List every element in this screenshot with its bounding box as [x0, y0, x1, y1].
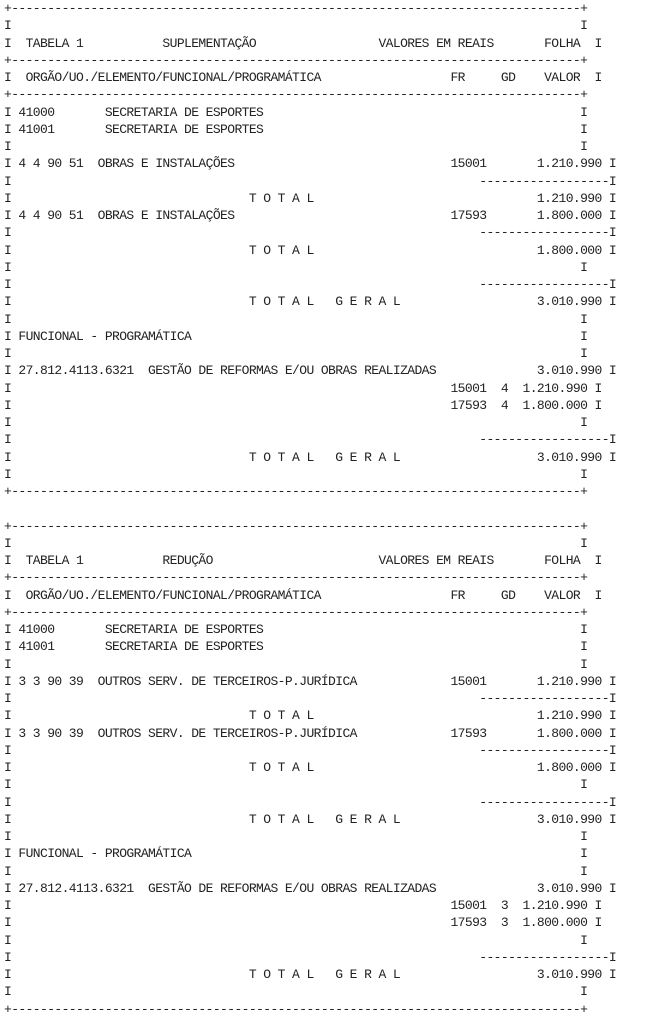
report-line: I I [4, 984, 588, 1000]
report-line: I I [4, 311, 588, 327]
report-line: I T O T A L G E R A L 3.010.990 I [4, 811, 617, 827]
report-line: I 41001 SECRETARIA DE ESPORTES I [4, 639, 588, 655]
report-line: I ------------------I [4, 225, 617, 241]
report-line: I ------------------I [4, 794, 617, 810]
report-line: +-------------------------------------------------------------------------------+ [4, 570, 588, 586]
report-line: I ------------------I [4, 742, 617, 758]
report-line: +-------------------------------------------------------------------------------+ [4, 87, 588, 103]
report-line: I I [4, 259, 588, 275]
report-line: I 15001 3 1.210.990 I [4, 898, 602, 913]
report-line: I I [4, 415, 588, 430]
report-line: I T O T A L 1.210.990 I [4, 708, 617, 724]
report-line: +-------------------------------------------------------------------------------+ [4, 1, 588, 16]
report-line: +-------------------------------------------------------------------------------+ [4, 518, 588, 534]
report-line: I 17593 4 1.800.000 I [4, 397, 602, 413]
report-line: I 27.812.4113.6321 GESTÃO DE REFORMAS E/OU OBRAS REALIZADAS 3.010.990 I [4, 363, 617, 379]
report-line: I I [4, 466, 588, 482]
report-line: I 4 4 90 51 OBRAS E INSTALAÇÕES 15001 1.210.990 I [4, 156, 617, 172]
report-line: I T O T A L 1.800.000 I [4, 242, 617, 258]
report-line: I I [4, 535, 588, 551]
report-line: +-------------------------------------------------------------------------------+ [4, 1001, 588, 1017]
report-line: I ------------------I [4, 949, 617, 965]
report-line: I ------------------I [4, 173, 617, 189]
report-line: I T O T A L G E R A L 3.010.990 I [4, 449, 617, 465]
report-line: I 4 4 90 51 OBRAS E INSTALAÇÕES 17593 1.800.000 I [4, 208, 617, 223]
report-line: +-------------------------------------------------------------------------------+ [4, 604, 588, 620]
report-line: I FUNCIONAL - PROGRAMÁTICA I [4, 328, 588, 344]
report-line: I I [4, 346, 588, 361]
report-line: I 3 3 90 39 OUTROS SERV. DE TERCEIROS-P.JURÍDICA 15001 1.210.990 I [4, 673, 617, 689]
report-line: I I [4, 829, 588, 844]
report-line: I I [4, 656, 588, 672]
report-line: I 41001 SECRETARIA DE ESPORTES I [4, 121, 588, 137]
report-line: I I [4, 863, 588, 879]
report-line: I 41000 SECRETARIA DE ESPORTES I [4, 104, 588, 120]
report-line: I T O T A L 1.210.990 I [4, 190, 617, 206]
report-line: I I [4, 139, 588, 154]
report-line: I TABELA 1 SUPLEMENTAÇÃO VALORES EM REAIS FOLHA I [4, 35, 602, 51]
report-line: I 27.812.4113.6321 GESTÃO DE REFORMAS E/OU OBRAS REALIZADAS 3.010.990 I [4, 880, 617, 896]
report-line: I 17593 3 1.800.000 I [4, 915, 602, 931]
report-line: I I [4, 932, 588, 948]
report-line: I TABELA 1 REDUÇÃO VALORES EM REAIS FOLHA I [4, 553, 602, 568]
report-line: I I [4, 777, 588, 793]
report-line: I 41000 SECRETARIA DE ESPORTES I [4, 622, 588, 637]
report-line: I ORGÃO/UO./ELEMENTO/FUNCIONAL/PROGRAMÁTICA FR GD VALOR I [4, 587, 602, 603]
report-line: I ------------------I [4, 432, 617, 448]
report-line: I T O T A L 1.800.000 I [4, 760, 617, 775]
report-line: I T O T A L G E R A L 3.010.990 I [4, 967, 617, 982]
report-line: +-------------------------------------------------------------------------------+ [4, 52, 588, 68]
report-line: I 15001 4 1.210.990 I [4, 380, 602, 396]
report-line: +-------------------------------------------------------------------------------+ [4, 484, 588, 499]
report-line: I ORGÃO/UO./ELEMENTO/FUNCIONAL/PROGRAMÁTICA FR GD VALOR I [4, 70, 602, 85]
report-line: I FUNCIONAL - PROGRAMÁTICA I [4, 846, 588, 862]
report-line: I ------------------I [4, 277, 617, 292]
report-line: I I [4, 18, 588, 34]
report-line: I T O T A L G E R A L 3.010.990 I [4, 294, 617, 310]
report-line: I 3 3 90 39 OUTROS SERV. DE TERCEIROS-P.JURÍDICA 17593 1.800.000 I [4, 725, 617, 741]
report-line: I ------------------I [4, 691, 617, 706]
